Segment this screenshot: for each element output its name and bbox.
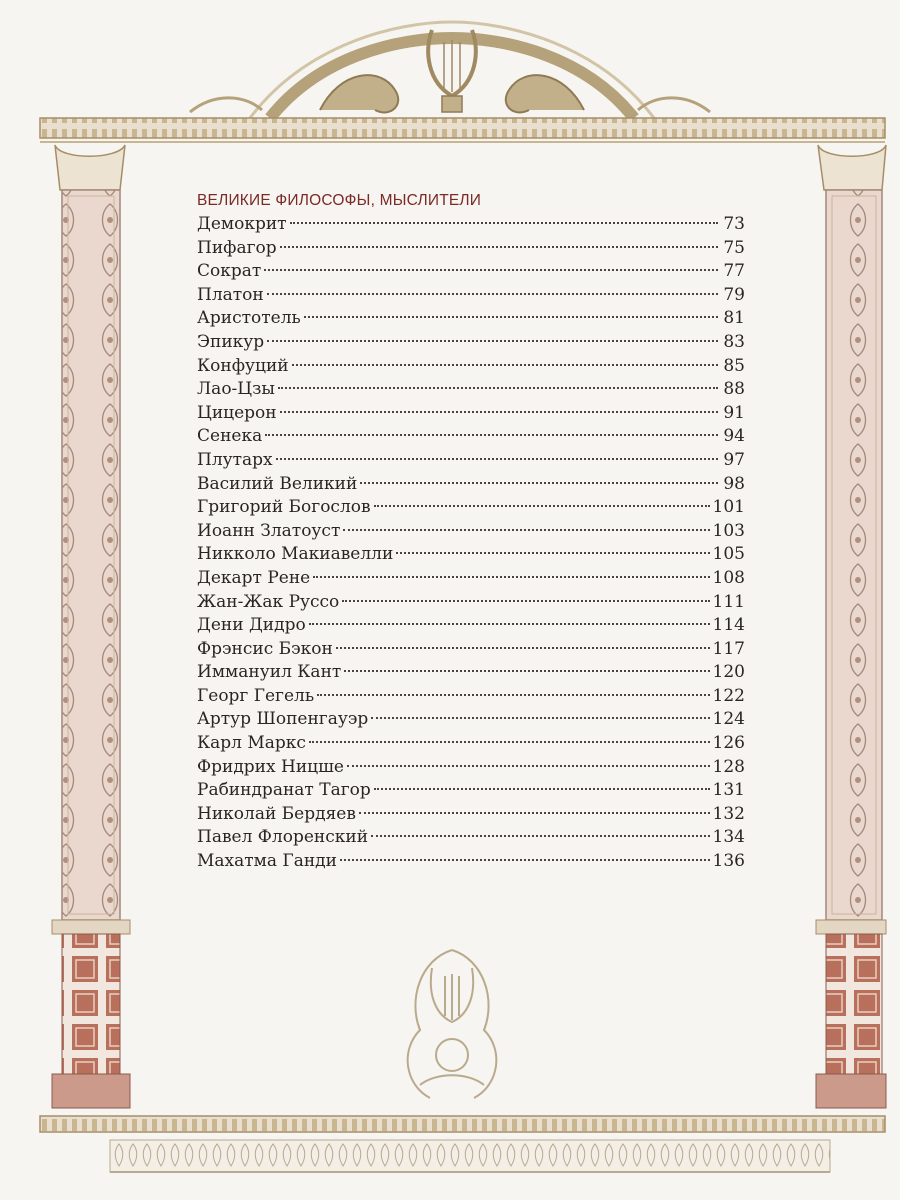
dot-leader [336, 647, 710, 649]
dot-leader [267, 293, 718, 295]
dot-leader [292, 364, 718, 366]
dot-leader [374, 505, 710, 507]
dot-leader [280, 411, 718, 413]
toc-entry-page: 101 [712, 497, 745, 518]
toc-entry [197, 661, 745, 685]
dot-leader [313, 576, 709, 578]
toc-entry [197, 826, 745, 850]
toc-entry-page: 117 [712, 638, 745, 659]
toc-entry [197, 638, 745, 662]
toc-entry-page: 108 [712, 567, 745, 588]
toc-entry-name: Фридрих Ницше [197, 756, 344, 777]
toc-entry-page: 97 [723, 449, 745, 470]
toc-entry-name: Жан-Жак Руссо [197, 591, 340, 612]
toc-entry [197, 850, 745, 874]
top-arch-ornament [190, 22, 710, 118]
toc-entry-name: Георг Гегель [197, 685, 315, 706]
toc-entry [197, 355, 745, 379]
toc-entry [197, 779, 745, 803]
toc-entry-page: 81 [723, 308, 745, 329]
dot-leader [359, 812, 710, 814]
toc-entry-page: 136 [712, 851, 745, 872]
toc-entry [197, 378, 745, 402]
toc-entry [197, 614, 745, 638]
toc-list [197, 213, 745, 874]
dot-leader [360, 482, 718, 484]
top-rail [40, 118, 885, 142]
toc-entry [197, 520, 745, 544]
toc-entry-page: 114 [712, 615, 745, 636]
dot-leader [309, 741, 710, 743]
toc-entry-page: 75 [723, 237, 745, 258]
toc-entry-name: Сенека [197, 426, 263, 447]
toc-entry-name: Карл Маркс [197, 733, 306, 754]
dot-leader [344, 670, 709, 672]
toc-entry-name: Иммануил Кант [197, 662, 342, 683]
toc-entry-page: 103 [712, 520, 745, 541]
toc-entry-name: Цицерон [197, 402, 277, 423]
toc-entry-name: Григорий Богослов [197, 497, 371, 518]
toc-entry-page: 88 [723, 379, 745, 400]
dot-leader [304, 316, 718, 318]
toc-entry-page: 120 [712, 662, 745, 683]
dot-leader [343, 529, 709, 531]
toc-entry [197, 543, 745, 567]
toc-entry-name: Плутарх [197, 449, 273, 470]
toc-entry-name: Эпикур [197, 331, 265, 352]
dot-leader [264, 269, 718, 271]
toc-entry-page: 128 [712, 756, 745, 777]
toc-entry-name: Василий Великий [197, 473, 358, 494]
toc-entry-name: Артур Шопенгауэр [197, 709, 369, 730]
toc-entry-name: Декарт Рене [197, 567, 311, 588]
toc-entry [197, 237, 745, 261]
dot-leader [340, 859, 710, 861]
toc-entry-page: 131 [712, 780, 745, 801]
dot-leader [267, 340, 718, 342]
toc-entry-page: 122 [712, 685, 745, 706]
dot-leader [265, 434, 718, 436]
toc-entry [197, 307, 745, 331]
table-of-contents [197, 190, 745, 874]
toc-entry [197, 803, 745, 827]
toc-entry-page: 91 [723, 402, 745, 423]
toc-entry [197, 473, 745, 497]
toc-entry-page: 94 [723, 426, 745, 447]
toc-entry-name: Платон [197, 284, 264, 305]
dot-leader [371, 717, 709, 719]
toc-entry [197, 732, 745, 756]
left-column [52, 145, 130, 1108]
toc-entry-name: Демокрит [197, 214, 287, 234]
toc-entry-name: Конфуций [197, 355, 289, 376]
toc-entry [197, 213, 745, 237]
toc-entry-page: 85 [723, 355, 745, 376]
right-column [816, 145, 886, 1108]
toc-entry-page: 111 [712, 591, 745, 612]
toc-entry-name: Дени Дидро [197, 615, 306, 636]
dot-leader [374, 788, 710, 790]
bottom-balustrade [40, 1116, 885, 1172]
toc-entry [197, 756, 745, 780]
dot-leader [347, 765, 710, 767]
toc-entry [197, 685, 745, 709]
toc-entry [197, 331, 745, 355]
toc-entry-page: 105 [712, 544, 745, 565]
toc-entry-name: Павел Флоренский [197, 827, 369, 848]
toc-entry-name: Фрэнсис Бэкон [197, 638, 333, 659]
toc-entry-name: Никколо Макиавелли [197, 544, 394, 565]
dot-leader [317, 694, 709, 696]
toc-entry-page: 134 [712, 827, 745, 848]
dot-leader [309, 623, 710, 625]
toc-entry [197, 449, 745, 473]
toc-entry [197, 496, 745, 520]
toc-entry-page: 79 [723, 284, 745, 305]
dot-leader [280, 246, 718, 248]
dot-leader [371, 835, 710, 837]
toc-entry-name: Махатма Ганди [197, 851, 337, 872]
toc-entry-name: Иоанн Златоуст [197, 520, 341, 541]
toc-entry-page: 124 [712, 709, 745, 730]
toc-entry [197, 260, 745, 284]
toc-entry-name: Аристотель [197, 308, 301, 329]
toc-entry [197, 402, 745, 426]
toc-entry-page: 73 [723, 214, 745, 234]
toc-entry-name: Лао-Цзы [197, 379, 275, 400]
toc-entry-name: Сократ [197, 261, 262, 282]
toc-entry-page: 83 [723, 331, 745, 352]
toc-entry [197, 708, 745, 732]
toc-entry [197, 591, 745, 615]
toc-entry-name: Пифагор [197, 237, 277, 258]
toc-entry-page: 98 [723, 473, 745, 494]
section-heading: ВЕЛИКИЕ ФИЛОСОФЫ, МЫСЛИТЕЛИ [197, 192, 482, 209]
toc-entry-name: Николай Бердяев [197, 803, 356, 824]
dot-leader [278, 387, 718, 389]
dot-leader [276, 458, 718, 460]
toc-entry-name: Рабиндранат Тагор [197, 780, 371, 801]
bottom-lyre-ornament [408, 950, 497, 1098]
toc-entry-page: 132 [712, 803, 745, 824]
dot-leader [290, 222, 718, 224]
dot-leader [342, 600, 709, 602]
dot-leader [396, 552, 709, 554]
toc-entry [197, 567, 745, 591]
toc-entry [197, 284, 745, 308]
toc-entry-page: 77 [723, 261, 745, 282]
toc-entry [197, 425, 745, 449]
toc-entry-page: 126 [712, 733, 745, 754]
